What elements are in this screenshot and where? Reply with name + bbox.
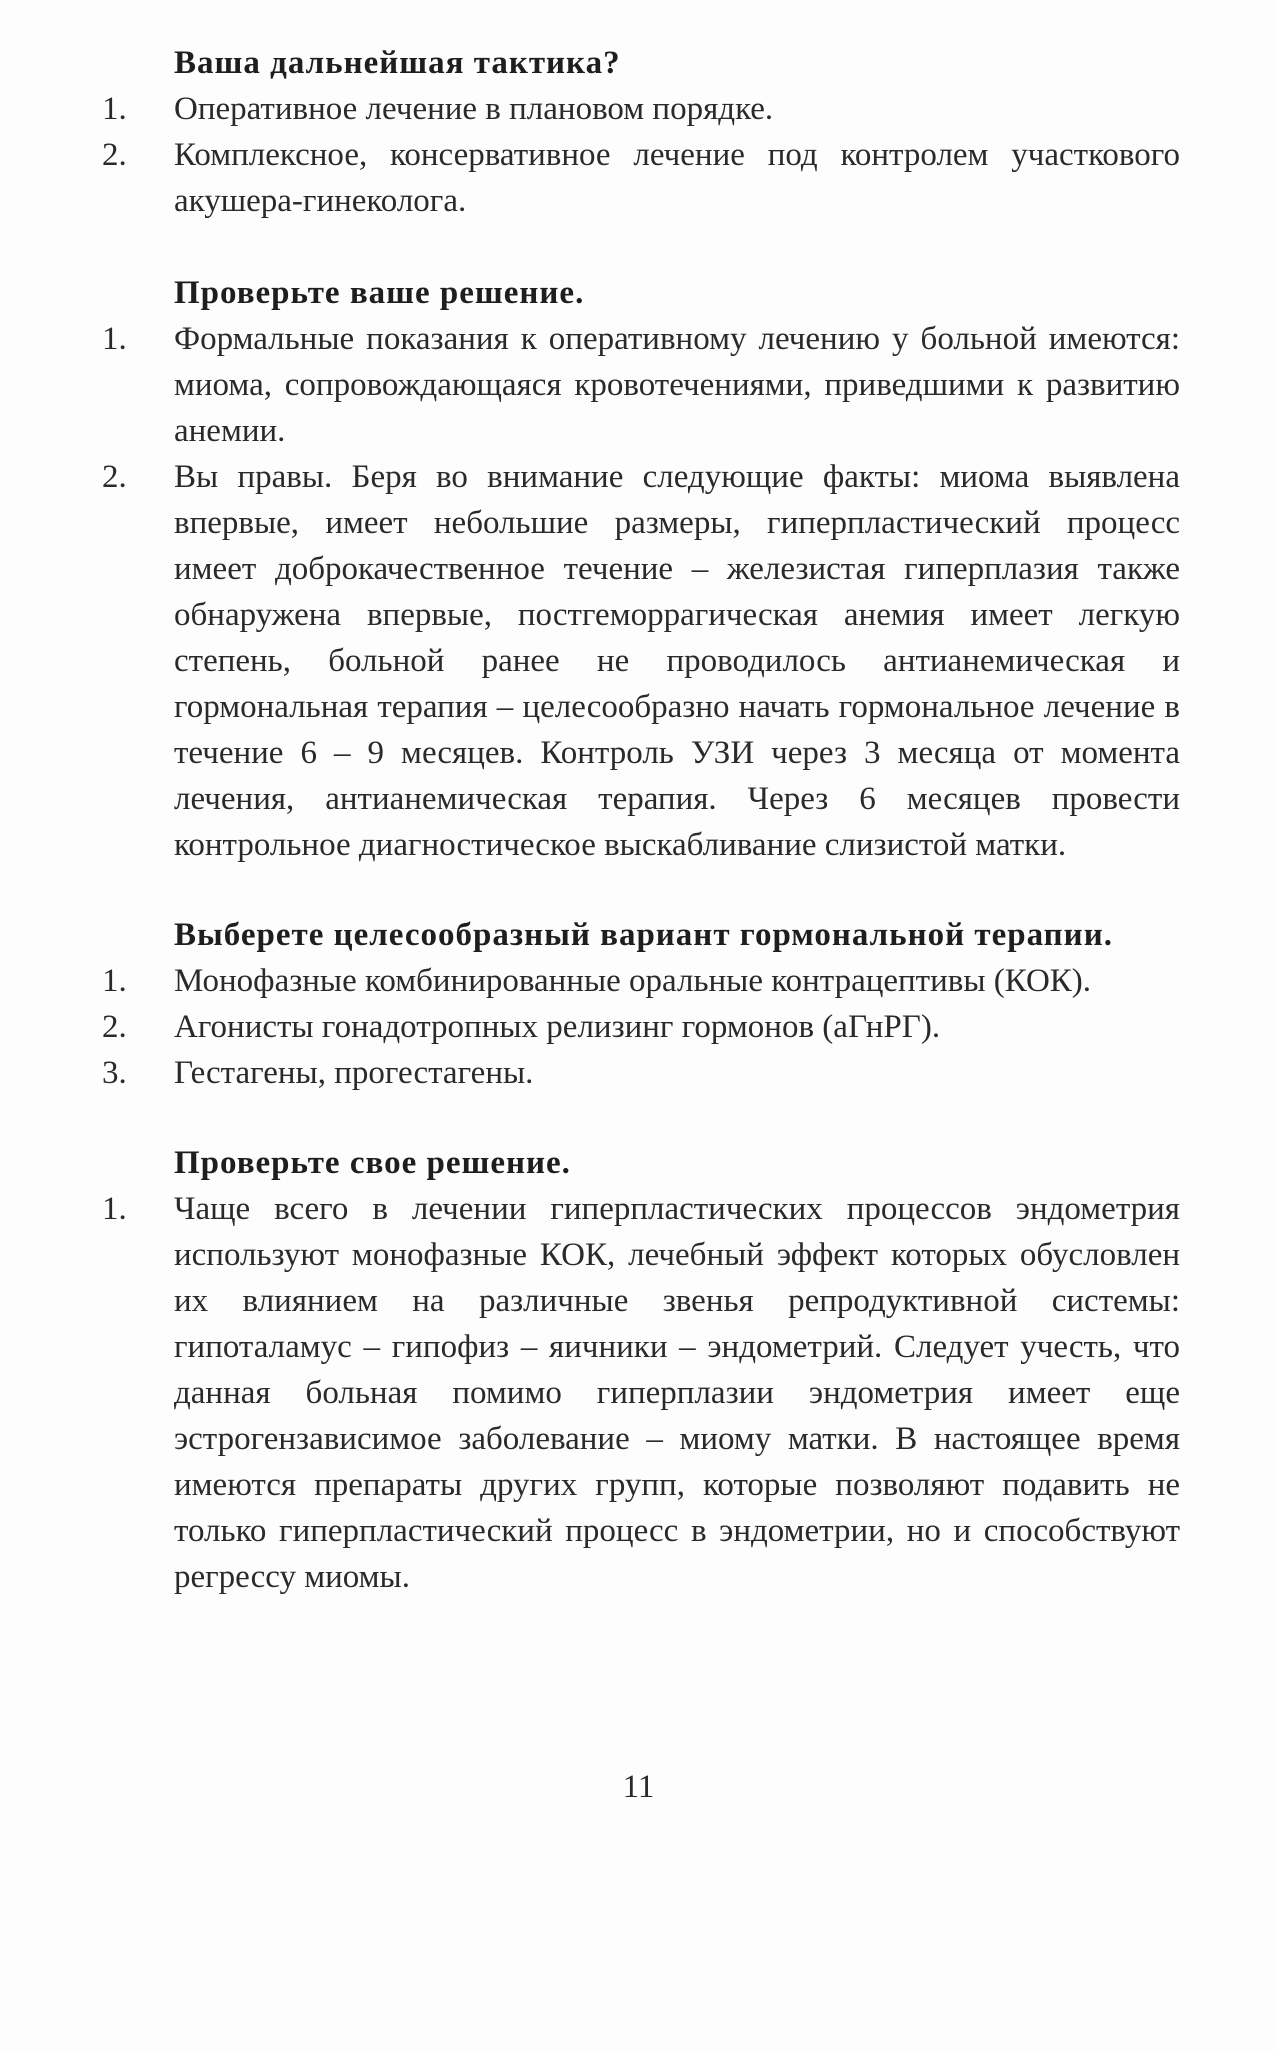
spacer: [98, 224, 1180, 270]
option-list: [98, 86, 1180, 224]
answer-list: [98, 1186, 1180, 1600]
list-item: [98, 1186, 1180, 1600]
spacer: [98, 1096, 1180, 1140]
item-text: Гестагены, прогестагены.: [174, 1055, 534, 1091]
page-number: 11: [622, 1769, 655, 1805]
item-text: Формальные показания к оперативному лечению у больной имеются: миома, сопровождающаяся кровотечениями, приведшими к развитию анемии.: [174, 321, 1180, 449]
item-number: 2.: [102, 137, 127, 173]
item-number: 2.: [102, 459, 127, 495]
section-heading: Проверьте свое решение.: [174, 1145, 571, 1181]
option-list: [98, 958, 1180, 1096]
section-heading: Проверьте ваше решение.: [174, 275, 585, 311]
section-heading: Ваша дальнейшая тактика?: [174, 45, 621, 81]
item-number: 2.: [102, 1009, 127, 1045]
item-number: 1.: [102, 963, 127, 999]
item-number: 3.: [102, 1055, 127, 1091]
item-text: Чаще всего в лечении гиперпластических процессов эндометрия используют монофазные КОК, лечебный эффект которых обусловлен их влиянием на различные звенья репродуктивной системы: гипоталамус – гипофиз – яичники – эндометрий. Следует учесть, что данная больная помимо гиперплазии эндометрия имеет еще эстрогензависимое заболевание – миому матки. В настоящее время имеются препараты других групп, которые позволяют подавить не только гиперпластический процесс в эндометрии, но и способствуют регрессу миомы.: [174, 1191, 1180, 1595]
section-check-own-decision: [98, 1140, 1180, 1600]
page-content: [98, 40, 1180, 1600]
list-item: [98, 1004, 1180, 1050]
list-item: [98, 316, 1180, 454]
section-heading: Выберете целесообразный вариант гормональной терапии.: [174, 917, 1113, 953]
list-item: [98, 454, 1180, 868]
answer-list: [98, 316, 1180, 868]
section-hormonal-therapy: [98, 912, 1180, 1096]
section-tactics: [98, 40, 1180, 224]
section-check-decision: [98, 270, 1180, 868]
list-item: [98, 132, 1180, 224]
item-text: Оперативное лечение в плановом порядке.: [174, 91, 774, 127]
item-text: Монофазные комбинированные оральные контрацептивы (КОК).: [174, 963, 1092, 999]
item-number: 1.: [102, 91, 127, 127]
spacer: [98, 868, 1180, 912]
list-item: [98, 958, 1180, 1004]
item-text: Вы правы. Беря во внимание следующие факты: миома выявлена впервые, имеет небольшие размеры, гиперпластический процесс имеет доброкачественное течение – железистая гиперплазия также обнаружена впервые, постгеморрагическая анемия имеет легкую степень, больной ранее не проводилось антианемическая и гормональная терапия – целесообразно начать гормональное лечение в течение 6 – 9 месяцев. Контроль УЗИ через 3 месяца от момента лечения, антианемическая терапия. Через 6 месяцев провести контрольное диагностическое выскабливание слизистой матки.: [174, 459, 1180, 863]
item-text: Комплексное, консервативное лечение под контролем участкового акушера-гинеколога.: [174, 137, 1180, 219]
item-number: 1.: [102, 321, 127, 357]
list-item: [98, 1050, 1180, 1096]
list-item: [98, 86, 1180, 132]
item-text: Агонисты гонадотропных релизинг гормонов (аГнРГ).: [174, 1009, 941, 1045]
item-number: 1.: [102, 1191, 127, 1227]
